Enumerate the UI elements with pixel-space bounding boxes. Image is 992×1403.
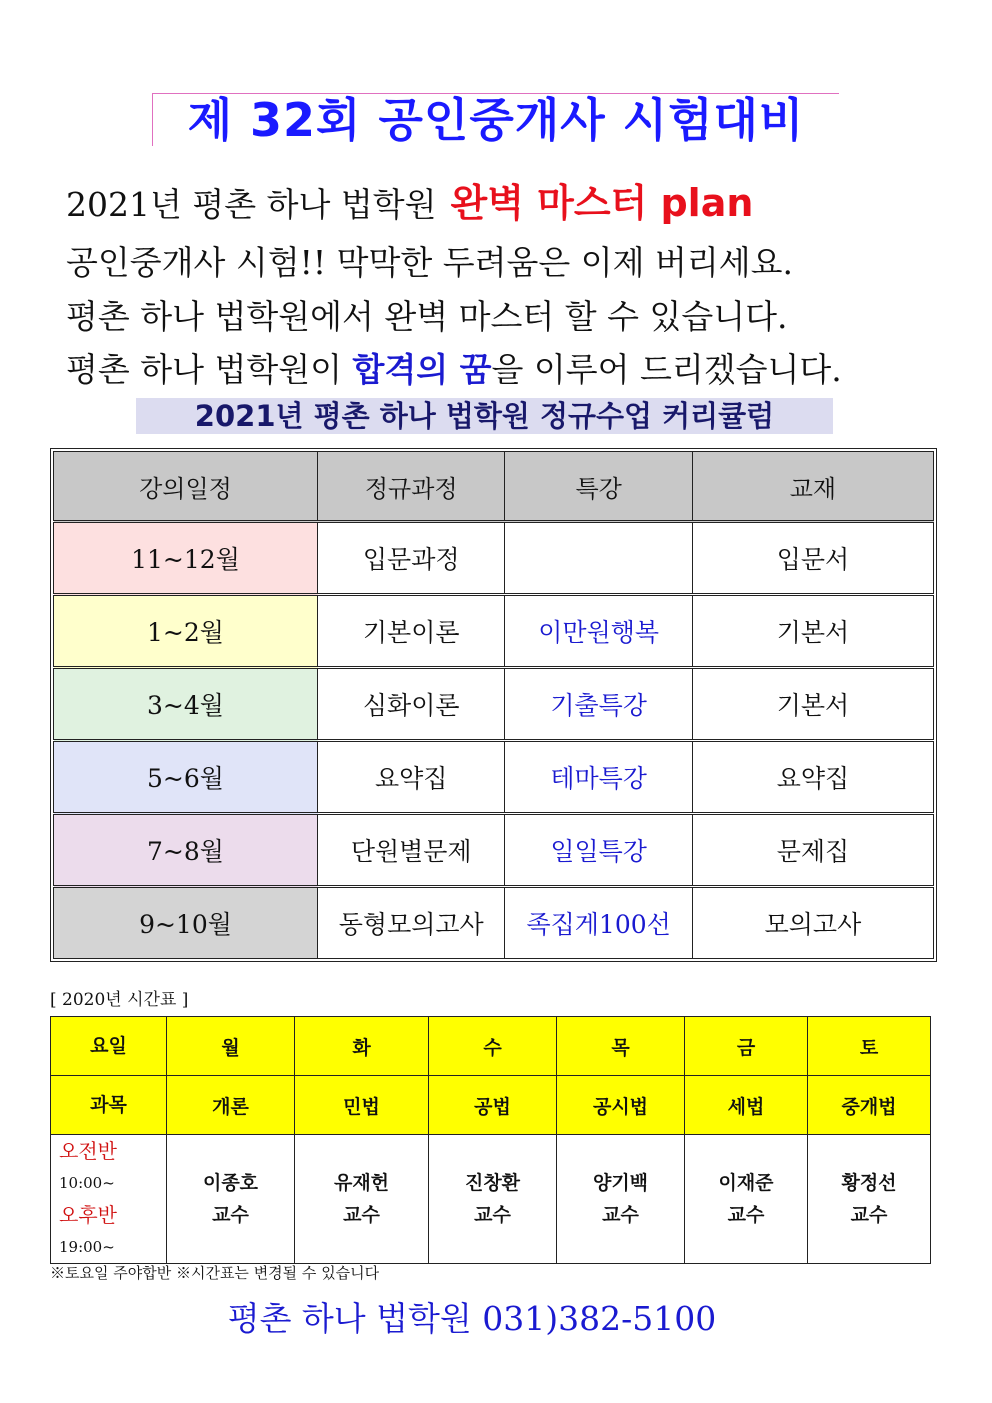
- subject-cell: 중개법: [808, 1076, 931, 1135]
- professor-title: 교수: [212, 1204, 249, 1226]
- period-cell: 11~12월: [54, 522, 318, 595]
- day-cell: 월: [167, 1017, 295, 1076]
- special-cell: 일일특강: [505, 814, 692, 887]
- intro-line-2: 공인중개사 시험!! 막막한 두려움은 이제 버리세요.: [66, 243, 794, 282]
- professor-cell: [295, 1135, 429, 1264]
- subjects-row: [51, 1076, 931, 1135]
- intro-line-3: 평촌 하나 법학원에서 완벽 마스터 할 수 있습니다.: [66, 297, 788, 336]
- header-course: 정규과정: [318, 452, 505, 522]
- curriculum-title: 2021년 평촌 하나 법학원 정규수업 커리큘럼: [136, 398, 833, 434]
- professor-title: 교수: [474, 1204, 511, 1226]
- book-cell: 모의고사: [692, 887, 933, 959]
- special-cell: 족집게100선: [505, 887, 692, 959]
- table-row: [54, 814, 934, 887]
- curriculum-table: [50, 448, 937, 962]
- book-cell: 문제집: [692, 814, 933, 887]
- day-cell: 토: [808, 1017, 931, 1076]
- professor-cell: [167, 1135, 295, 1264]
- day-cell: 목: [557, 1017, 685, 1076]
- professor-name: 이종호: [202, 1172, 259, 1194]
- table-row: [54, 595, 934, 668]
- professor-name: 진창환: [464, 1172, 521, 1194]
- book-cell: 기본서: [692, 595, 933, 668]
- intro-line-4-post: 을 이루어 드리겠습니다.: [491, 350, 842, 389]
- professor-name: 이재준: [718, 1172, 774, 1194]
- dream-highlight: 합격의 꿈: [352, 350, 492, 389]
- morning-time: 10:00~: [59, 1174, 115, 1192]
- professor-cell: [429, 1135, 557, 1264]
- intro-line-4: [66, 350, 842, 390]
- subjects-header: 과목: [51, 1076, 167, 1135]
- professor-title: 교수: [602, 1204, 639, 1226]
- header-period: 강의일정: [54, 452, 318, 522]
- table-row: [54, 522, 934, 595]
- intro-line-1: [66, 183, 753, 225]
- professors-row: [51, 1135, 931, 1264]
- intro-line-4-pre: 평촌 하나 법학원이: [66, 350, 343, 389]
- professor-name: 황정선: [841, 1172, 897, 1194]
- course-cell: 동형모의고사: [318, 887, 505, 959]
- book-cell: 요약집: [692, 741, 933, 814]
- professor-cell: [557, 1135, 685, 1264]
- page-title: 제 32회 공인중개사 시험대비: [152, 93, 839, 146]
- header-book: 교재: [692, 452, 933, 522]
- period-cell: 9~10월: [54, 887, 318, 959]
- header-special: 특강: [505, 452, 692, 522]
- table-row: [54, 668, 934, 741]
- days-row: [51, 1017, 931, 1076]
- professor-title: 교수: [850, 1204, 888, 1226]
- period-cell: 1~2월: [54, 595, 318, 668]
- afternoon-time: 19:00~: [59, 1238, 115, 1256]
- plan-highlight: 완벽 마스터 plan: [450, 181, 754, 225]
- professor-title: 교수: [343, 1204, 380, 1226]
- period-cell: 7~8월: [54, 814, 318, 887]
- professor-name: 유재헌: [333, 1172, 390, 1194]
- afternoon-label: 오후반: [59, 1203, 117, 1227]
- timetable-label: [ 2020년 시간표 ]: [50, 990, 189, 1010]
- period-cell: 3~4월: [54, 668, 318, 741]
- table-row: [54, 887, 934, 959]
- schedule-note: ※토요일 주야합반 ※시간표는 변경될 수 있습니다: [50, 1264, 380, 1282]
- professor-name: 양기백: [592, 1172, 649, 1194]
- period-cell: 5~6월: [54, 741, 318, 814]
- class-times-cell: [51, 1135, 167, 1264]
- academy-contact: 평촌 하나 법학원 031)382-5100: [227, 1299, 717, 1338]
- day-cell: 금: [685, 1017, 808, 1076]
- subject-cell: 개론: [167, 1076, 295, 1135]
- morning-label: 오전반: [59, 1139, 117, 1163]
- timetable: [50, 1016, 931, 1264]
- professor-cell: [808, 1135, 931, 1264]
- course-cell: 입문과정: [318, 522, 505, 595]
- special-cell: 테마특강: [505, 741, 692, 814]
- intro-line-1-text: 2021년 평촌 하나 법학원: [66, 185, 437, 224]
- course-cell: 심화이론: [318, 668, 505, 741]
- table-row: [54, 741, 934, 814]
- special-cell: 기출특강: [505, 668, 692, 741]
- professor-cell: [685, 1135, 808, 1264]
- curriculum-header-row: [54, 452, 934, 522]
- course-cell: 기본이론: [318, 595, 505, 668]
- days-header: 요일: [51, 1017, 167, 1076]
- book-cell: 입문서: [692, 522, 933, 595]
- subject-cell: 세법: [685, 1076, 808, 1135]
- professor-title: 교수: [727, 1204, 765, 1226]
- subject-cell: 민법: [295, 1076, 429, 1135]
- day-cell: 수: [429, 1017, 557, 1076]
- subject-cell: 공시법: [557, 1076, 685, 1135]
- special-cell: 이만원행복: [505, 595, 692, 668]
- book-cell: 기본서: [692, 668, 933, 741]
- subject-cell: 공법: [429, 1076, 557, 1135]
- course-cell: 요약집: [318, 741, 505, 814]
- special-cell: [505, 522, 692, 595]
- day-cell: 화: [295, 1017, 429, 1076]
- course-cell: 단원별문제: [318, 814, 505, 887]
